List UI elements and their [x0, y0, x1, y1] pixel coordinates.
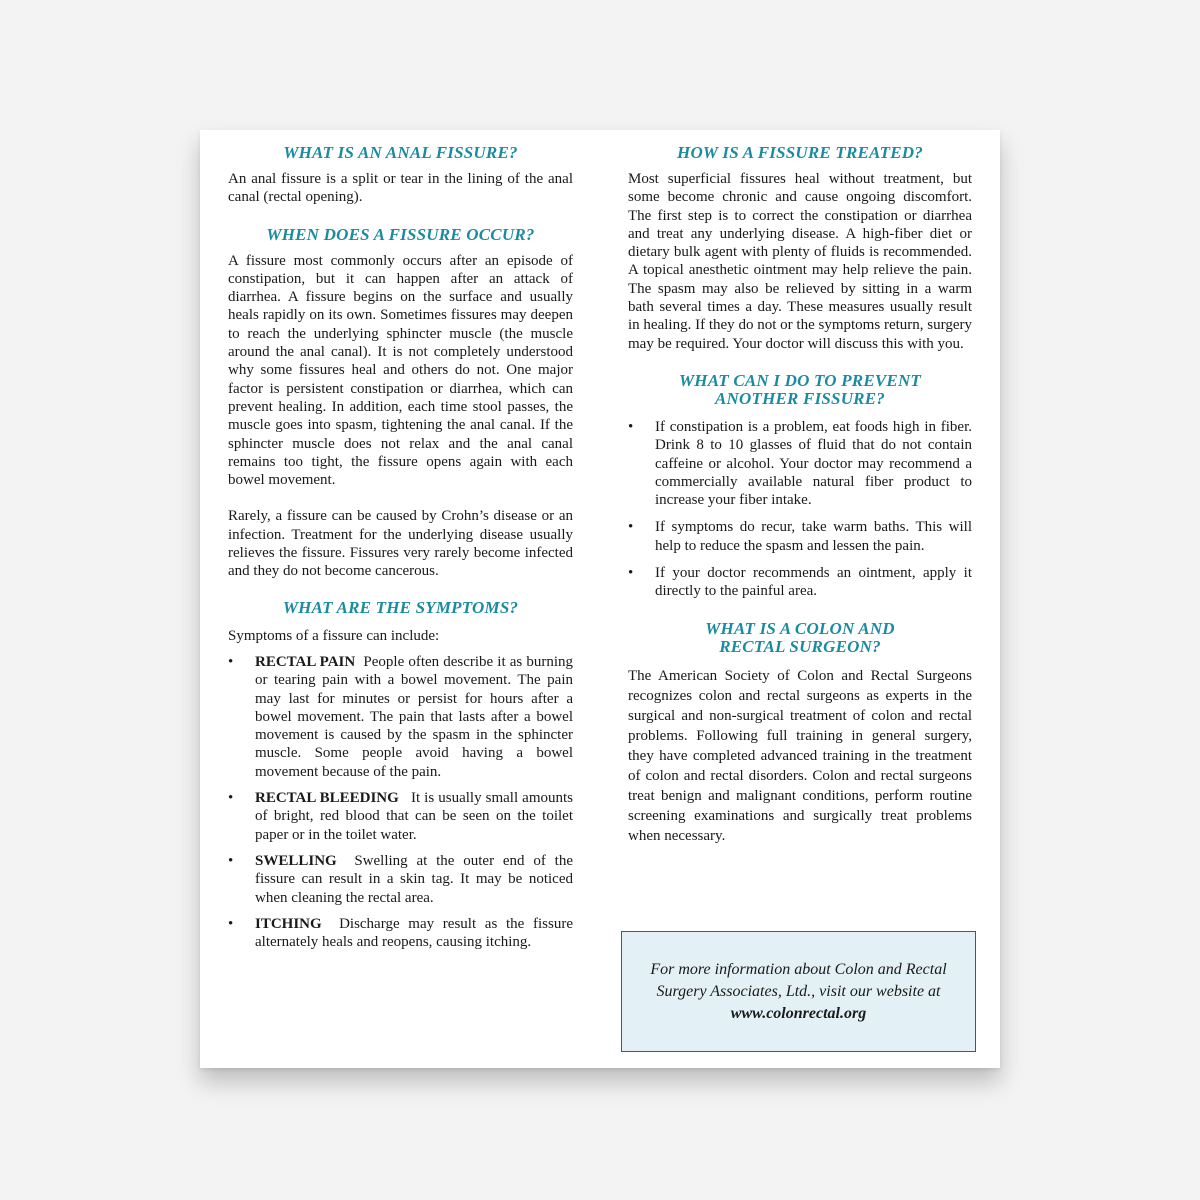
left-column	[228, 144, 573, 951]
item-text: If constipation is a problem, eat foods high in fiber. Drink 8 to 10 glasses of fluid that do not contain caffeine or alcohol. Your doctor may recommend a commercially available natural fiber product to increase your fiber intake.	[655, 418, 972, 509]
heading-line: RECTAL SURGEON?	[719, 636, 881, 656]
bullet-icon: •	[228, 915, 234, 932]
section-heading	[628, 620, 972, 656]
section-what-is-fissure	[228, 144, 573, 207]
list-item	[228, 789, 573, 844]
heading-line: WHAT IS A COLON AND	[705, 618, 895, 638]
item-text: If your doctor recommends an ointment, apply it directly to the painful area.	[655, 565, 972, 600]
list-item	[628, 564, 972, 601]
section-heading: WHEN DOES A FISSURE OCCUR?	[266, 224, 535, 244]
list-item	[228, 653, 573, 781]
prevention-list	[628, 418, 972, 601]
bullet-icon: •	[628, 565, 634, 582]
item-term: RECTAL PAIN	[255, 653, 356, 670]
section-body: Most superficial fissures heal without treatment, but some become chronic and cause ongoing discomfort. The first step is to correct the constipation or diarrhea and treat any underlying disease. A high-fiber diet or dietary bulk agent with plenty of fluids is recommended. A topical anesthetic ointment may help relieve the pain. The spasm may also be relieved by sitting in a warm bath several times a day. These measures usually result in healing. If they do not or the symptoms return, surgery may be required. Your doctor will discuss this with you.	[628, 171, 972, 352]
section-heading: HOW IS A FISSURE TREATED?	[677, 143, 923, 162]
list-item	[228, 915, 573, 952]
section-body: A fissure most commonly occurs after an episode of constipation, but it can happen after an attack of diarrhea. A fissure begins on the surface and usually heals rapidly on its own. Sometimes fissures may deepen to reach the underlying sphincter muscle (the muscle around the anal canal). It is not completely understood why some fissures heal and others do not. One major factor is persistent constipation or diarrhea, which can prevent healing. In addition, each time stool passes, the muscle goes into spasm, tightening the anal canal. If the sphincter muscle does not relax and the anal canal remains too tight, the fissure opens again with each bowel movement.	[228, 252, 573, 489]
item-term: SWELLING	[255, 852, 337, 869]
item-text: It is usually small amounts of bright, red blood that can be seen on the toilet paper or in the toilet water.	[255, 790, 573, 843]
bullet-icon: •	[228, 790, 234, 807]
website-link[interactable]: www.colonrectal.org	[730, 1004, 867, 1022]
item-term: ITCHING	[255, 915, 322, 932]
heading-line: WHAT CAN I DO TO PREVENT	[678, 370, 922, 390]
list-item	[628, 418, 972, 509]
item-text: Swelling at the outer end of the fissure can result in a skin tag. It may be noticed when cleaning the rectal area.	[255, 852, 573, 906]
section-body: The American Society of Colon and Rectal Surgeons recognizes colon and rectal surgeons as experts in the surgical and non-surgical treatment of colon and rectal problems. Following full training in general surgery, they have completed advanced training in the treatment of colon and rectal disorders. Colon and rectal surgeons treat benign and malignant conditions, perform routine screening examinations and surgically treat problems when necessary.	[628, 667, 972, 844]
section-when-occur	[228, 226, 573, 581]
symptom-list	[228, 653, 573, 951]
item-text: People often describe it as burning or tearing pain with a bowel movement. The pain may last for minutes or persist for hours after a bowel movement. The pain that lasts after a bowel movement is caused by the spasm in the sphincter muscle. Some people avoid having a bowel movement because of the pain.	[255, 653, 573, 780]
bullet-icon: •	[628, 519, 634, 536]
section-intro: Symptoms of a fissure can include:	[228, 627, 440, 644]
section-heading: WHAT ARE THE SYMPTOMS?	[282, 597, 519, 617]
heading-line: ANOTHER FISSURE?	[715, 388, 885, 408]
list-item	[228, 852, 573, 907]
section-treatment	[628, 144, 972, 353]
info-box	[621, 931, 976, 1052]
section-prevention	[628, 372, 972, 601]
item-text: If symptoms do recur, take warm baths. This will help to reduce the spasm and lessen the pain.	[655, 519, 972, 554]
info-text	[629, 959, 969, 1025]
section-heading: WHAT IS AN ANAL FISSURE?	[283, 143, 518, 162]
info-text-lead: For more information about Colon and Rectal Surgery Associates, Ltd., visit our website at	[650, 960, 947, 1000]
list-item	[628, 518, 972, 555]
section-colon-surgeon	[628, 620, 972, 846]
right-column	[628, 144, 972, 846]
section-body: An anal fissure is a split or tear in the lining of the anal canal (rectal opening).	[228, 171, 573, 206]
bullet-icon: •	[228, 653, 234, 670]
section-body: Rarely, a fissure can be caused by Crohn’s disease or an infection. Treatment for the underlying disease usually relieves the fissure. Fissures very rarely become infected and they do not become cancerous.	[228, 508, 573, 580]
bullet-icon: •	[628, 418, 634, 435]
section-symptoms	[228, 599, 573, 952]
item-term: RECTAL BLEEDING	[255, 790, 399, 807]
brochure-page	[200, 130, 1000, 1068]
bullet-icon: •	[228, 852, 234, 869]
item-text: Discharge may result as the fissure alternately heals and reopens, causing itching.	[255, 915, 573, 951]
section-heading	[628, 372, 972, 408]
